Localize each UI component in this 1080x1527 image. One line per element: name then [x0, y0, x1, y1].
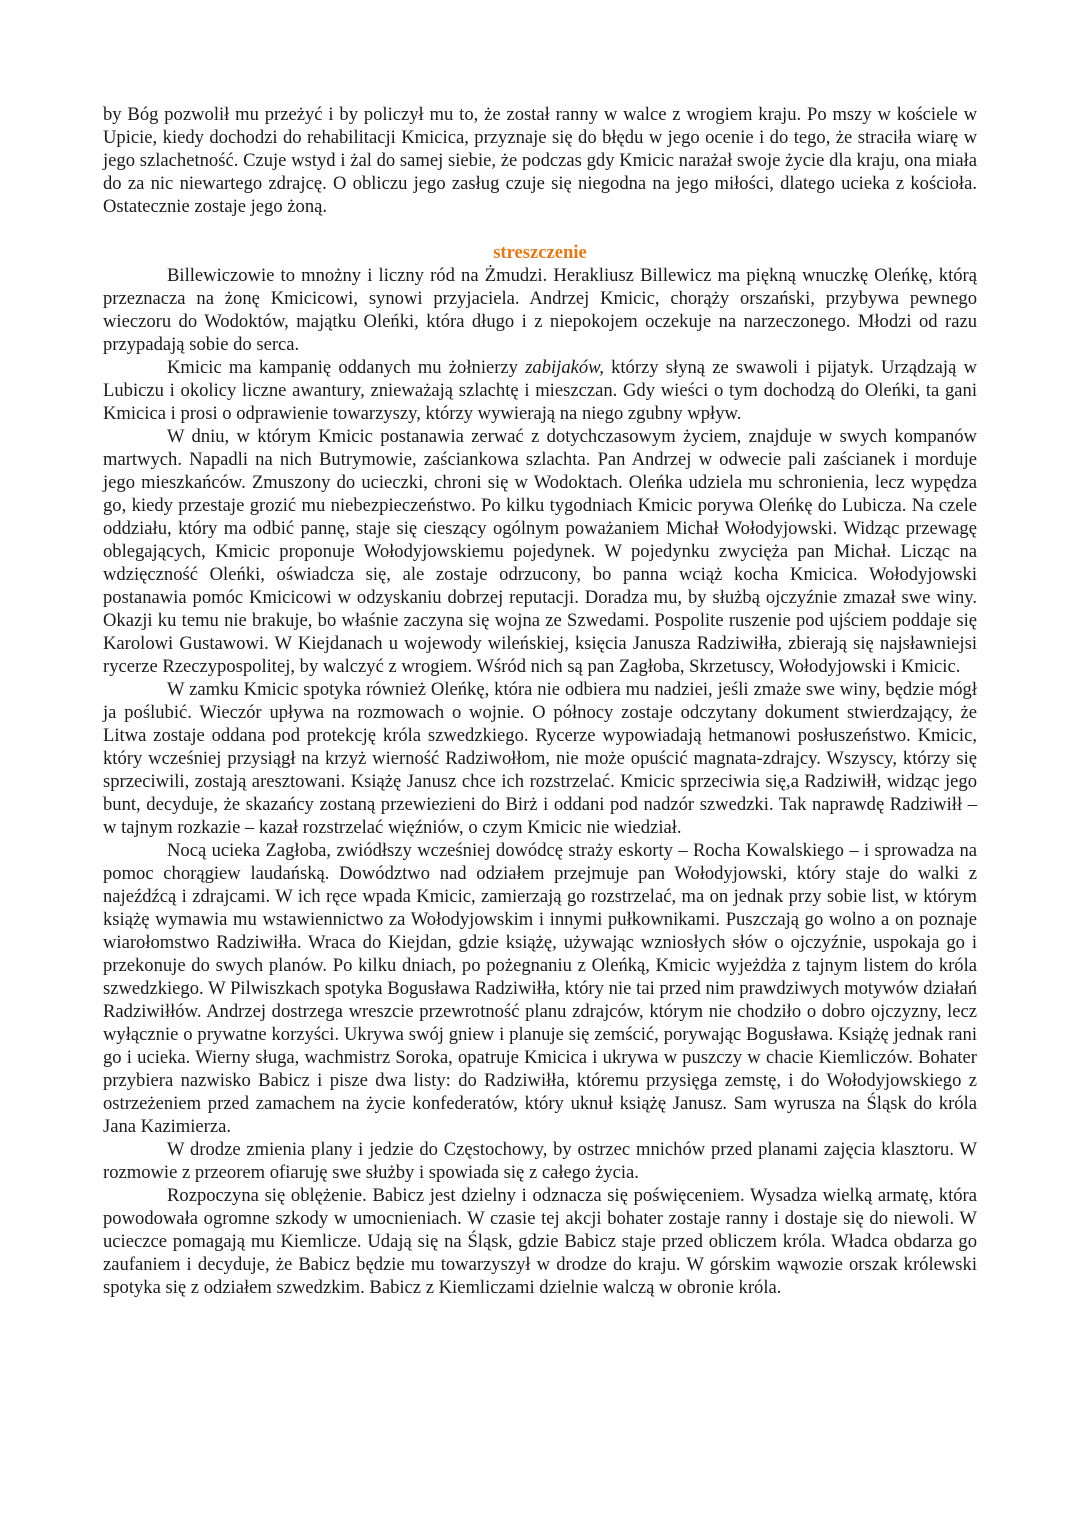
summary-paragraph-6: W drodze zmienia plany i jedzie do Częstochowy, by ostrzec mnichów przed planami zajęcia klasztoru. W rozmowie z przeorem ofiaruję swe służby i spowiada się z całego życia. [103, 1139, 977, 1183]
summary-paragraph-7: Rozpoczyna się oblężenie. Babicz jest dzielny i odznacza się poświęceniem. Wysadza wielką armatę, która powodowała ogromne szkody w umocnieniach. W czasie tej akcji bohater zostaje ranny i dostaje się do niewoli. W ucieczce pomagają mu Kiemlicze. Udają się na Śląsk, gdzie Babicz staje przed obliczem króla. Władca obdarza go zaufaniem i decyduje, że Babicz będzie mu towarzyszył w drodze do kraju. W górskim wąwozie orszak królewski spotyka się z odziałem szwedzkim. Babicz z Kiemliczami dzielnie walczą w obronie króla. [103, 1185, 977, 1298]
paragraph-text: którzy słyną ze swawoli i pijatyk. Urządzają w Lubiczu i okolicy liczne awantury, znieważają szlachtę i mieszczan. Gdy wieści o tym dochodzą do Oleńki, ta gani Kmicica i prosi o odprawienie towarzyszy, którzy wywierają na niego zgubny wpływ. [103, 357, 977, 424]
summary-paragraph-2 [103, 356, 977, 425]
section-heading: streszczenie [493, 242, 587, 263]
paragraph-text: Kmicic ma kampanię oddanych mu żołnierzy [167, 357, 526, 378]
italic-term: zabijaków, [525, 357, 604, 378]
summary-paragraph-3: W dniu, w którym Kmicic postanawia zerwać z dotychczasowym życiem, znajduje w swych kompanów martwych. Napadli na nich Butrymowie, zaściankowa szlachta. Pan Andrzej w odwecie pali zaścianek i morduje jego mieszkańców. Zmuszony do ucieczki, chroni się w Wodoktach. Oleńka udziela mu schronienia, lecz wypędza go, kiedy przestaje grozić mu niebezpieczeństwo. Po kilku tygodniach Kmicic porywa Oleńkę do Lubicza. Na czele oddziału, który ma odbić pannę, staje się cieszący ogólnym poważaniem Michał Wołodyjowski. Widząc przewagę oblegających, Kmicic proponuje Wołodyjowskiemu pojedynek. W pojedynku zwycięża pan Michał. Licząc na wdzięczność Oleńki, oświadcza się, ale zostaje odrzucony, bo panna wciąż kocha Kmicica. Wołodyjowski postanawia pomóc Kmicicowi w odzyskaniu dobrzej reputacji. Doradza mu, by służbą ojczyźnie zmazał swe winy. Okazji ku temu nie brakuje, bo właśnie zaczyna się wojna ze Szwedami. Pospolite ruszenie pod ujściem poddaje się Karolowi Gustawowi. W Kiejdanach u wojewody wileńskiej, księcia Janusza Radziwiłła, zbierają się najsławniejsi rycerze Rzeczypospolitej, by walczyć z wrogiem. Wśród nich są pan Zagłoba, Skrzetuscy, Wołodyjowski i Kmicic. [103, 426, 977, 677]
summary-paragraph-1: Billewiczowie to mnożny i liczny ród na Żmudzi. Herakliusz Billewicz ma piękną wnuczkę Oleńkę, którą przeznacza na żonę Kmicicowi, synowi przyjaciela. Andrzej Kmicic, chorąży orszański, przybywa pewnego wieczoru do Wodoktów, majątku Oleńki, która długo i z niepokojem oczekuje na narzeczonego. Młodzi od razu przypadają sobie do serca. [103, 265, 977, 355]
summary-paragraph-4: W zamku Kmicic spotyka również Oleńkę, która nie odbiera mu nadziei, jeśli zmaże swe winy, będzie mógł ja poślubić. Wieczór upływa na rozmowach o wojnie. O północy zostaje odczytany dokument stwierdzający, że Litwa zostaje oddana pod protekcję króla szwedzkiego. Rycerze wypowiadają hetmanowi posłuszeństwo. Kmicic, który wcześniej przysiągł na krzyż wierność Radziwołłom, nie może opuścić magnata-zdrajcy. Wszyscy, którzy się sprzeciwili, zostają aresztowani. Książę Janusz chce ich rozstrzelać. Kmicic sprzeciwia się,a Radziwiłł, widząc jego bunt, decyduje, że skazańcy zostaną przewiezieni do Birż i oddani pod nadzór szwedzki. Tak naprawdę Radziwiłł – w tajnym rozkazie – kazał rozstrzelać więźniów, o czym Kmicic nie wiedział. [103, 679, 977, 838]
summary-paragraph-5: Nocą ucieka Zagłoba, zwiódłszy wcześniej dowódcę straży eskorty – Rocha Kowalskiego – i sprowadza na pomoc chorągiew laudańską. Dowództwo nad odziałem przejmuje pan Wołodyjowski, który staje do walki z najeźdźcą i zdrajcami. W ich ręce wpada Kmicic, zamierzają go rozstrzelać, ma on jednak przy sobie list, w którym książę wymawia mu wstawiennictwo za Wołodyjowskim i innymi pułkownikami. Puszczają go wolno a on poznaje wiarołomstwo Radziwiłła. Wraca do Kiejdan, gdzie książę, używając wzniosłych słów o ojczyźnie, uspokaja go i przekonuje do swych planów. Po kilku dniach, po pożegnaniu z Oleńką, Kmicic wyjeżdża z tajnym listem do króla szwedzkiego. W Pilwiszkach spotyka Bogusława Radziwiłła, który nie tai przed nim prawdziwych motywów działań Radziwiłłów. Andrzej dostrzega wreszcie przewrotność planu zdrajców, którym nie chodziło o dobro ojczyzny, lecz wyłącznie o prywatne korzyści. Ukrywa swój gniew i planuje się zemścić, porywając Bogusława. Książę jednak rani go i ucieka. Wierny sługa, wachmistrz Soroka, opatruje Kmicica i ukrywa w puszczy w chacie Kiemliczów. Bohater przybiera nazwisko Babicz i pisze dwa listy: do Radziwiłła, któremu przysięga zemstę, i do Wołodyjowskiego z ostrzeżeniem przed zamachem na życie konfederatów, który uknuł książę Janusz. Sam wyrusza na Śląsk do króla Jana Kazimierza. [103, 840, 977, 1137]
intro-paragraph: by Bóg pozwolił mu przeżyć i by policzył mu to, że został ranny w walce z wrogiem kraju. Po mszy w kościele w Upicie, kiedy dochodzi do rehabilitacji Kmicica, przyznaje się do błędu w jego ocenie i do tego, że straciła wiarę w jego szlachetność. Czuje wstyd i żal do samej siebie, że podczas gdy Kmicic narażał swoje życie dla kraju, ona miała do za nic niewartego zdrajcę. O obliczu jego zasług czuje się niegodna na jego miłości, dlatego ucieka z kościoła. Ostatecznie zostaje jego żoną. [103, 104, 977, 217]
document-page [103, 103, 977, 1299]
